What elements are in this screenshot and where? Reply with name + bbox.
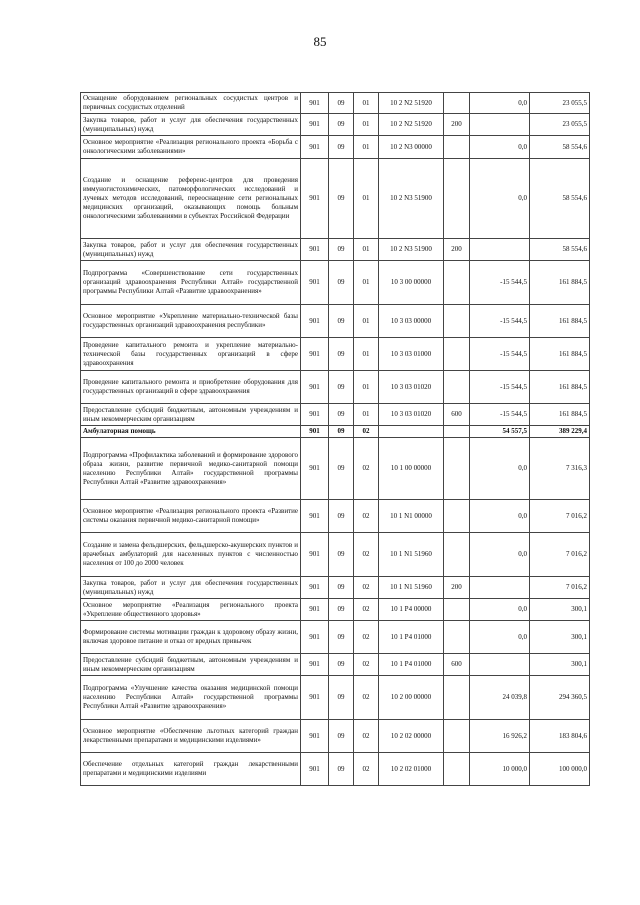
row-rz: 09 — [329, 239, 354, 261]
table-row — [81, 599, 590, 621]
row-csr: 10 1 N1 51960 — [379, 533, 444, 577]
row-amount-total: 183 804,6 — [530, 720, 590, 753]
row-csr: 10 3 03 00000 — [379, 305, 444, 338]
row-name: Создание и замена фельдшерских, фельдшерско-акушерских пунктов и врачебных амбулаторий для населенных пунктов с численностью населения от 100 до 2000 человек — [81, 533, 301, 577]
row-csr — [379, 426, 444, 438]
row-gr: 901 — [301, 720, 329, 753]
row-csr: 10 1 N1 51960 — [379, 577, 444, 599]
row-amount-total: 161 884,5 — [530, 305, 590, 338]
row-rz: 09 — [329, 753, 354, 786]
row-amount-change: 0,0 — [470, 159, 530, 239]
row-pr: 02 — [354, 438, 379, 500]
row-amount-total: 300,1 — [530, 621, 590, 654]
row-csr: 10 2 N2 51920 — [379, 114, 444, 136]
row-csr: 10 1 P4 01000 — [379, 621, 444, 654]
row-rz: 09 — [329, 93, 354, 114]
row-amount-total: 161 884,5 — [530, 261, 590, 305]
row-gr: 901 — [301, 676, 329, 720]
row-vr: 600 — [444, 404, 470, 426]
row-vr — [444, 371, 470, 404]
row-rz: 09 — [329, 404, 354, 426]
row-amount-total: 7 016,2 — [530, 577, 590, 599]
row-vr — [444, 753, 470, 786]
row-pr: 02 — [354, 676, 379, 720]
row-csr: 10 2 N3 51900 — [379, 159, 444, 239]
row-csr: 10 2 N3 51900 — [379, 239, 444, 261]
row-name: Подпрограмма «Улучшение качества оказания медицинской помощи населению Республики Алтай» государственной программы Республики Алтай «Развитие здравоохранения» — [81, 676, 301, 720]
row-pr: 01 — [354, 305, 379, 338]
table-row — [81, 753, 590, 786]
row-pr: 02 — [354, 426, 379, 438]
row-csr: 10 2 02 00000 — [379, 720, 444, 753]
row-amount-total: 58 554,6 — [530, 159, 590, 239]
row-vr: 200 — [444, 239, 470, 261]
page-number: 85 — [313, 34, 327, 49]
table-row — [81, 577, 590, 599]
row-gr: 901 — [301, 426, 329, 438]
row-gr: 901 — [301, 305, 329, 338]
table-row — [81, 404, 590, 426]
row-pr: 02 — [354, 720, 379, 753]
row-vr — [444, 599, 470, 621]
row-amount-change: 16 926,2 — [470, 720, 530, 753]
row-rz: 09 — [329, 426, 354, 438]
row-csr: 10 1 00 00000 — [379, 438, 444, 500]
row-rz: 09 — [329, 577, 354, 599]
table-row — [81, 533, 590, 577]
row-csr: 10 3 03 01020 — [379, 404, 444, 426]
row-vr — [444, 438, 470, 500]
row-name: Проведение капитального ремонта и укрепление материально-технической базы государственных организаций в сфере здравоохранения — [81, 338, 301, 371]
row-pr: 01 — [354, 239, 379, 261]
row-amount-change: 0,0 — [470, 500, 530, 533]
table-row — [81, 676, 590, 720]
row-rz: 09 — [329, 720, 354, 753]
row-vr: 600 — [444, 654, 470, 676]
row-gr: 901 — [301, 338, 329, 371]
row-amount-change: 0,0 — [470, 136, 530, 159]
row-vr — [444, 305, 470, 338]
row-amount-total: 23 055,5 — [530, 114, 590, 136]
row-vr — [444, 159, 470, 239]
row-name: Амбулаторная помощь — [81, 426, 301, 438]
row-amount-change: 0,0 — [470, 93, 530, 114]
row-amount-change — [470, 114, 530, 136]
row-vr — [444, 338, 470, 371]
table-row — [81, 305, 590, 338]
row-csr: 10 1 P4 00000 — [379, 599, 444, 621]
row-vr — [444, 720, 470, 753]
row-pr: 01 — [354, 114, 379, 136]
row-gr: 901 — [301, 159, 329, 239]
table-row — [81, 438, 590, 500]
row-name: Проведение капитального ремонта и приобретение оборудования для государственных организаций в сфере здравоохранения — [81, 371, 301, 404]
budget-table — [80, 92, 590, 786]
row-pr: 01 — [354, 261, 379, 305]
row-csr: 10 1 N1 00000 — [379, 500, 444, 533]
row-rz: 09 — [329, 621, 354, 654]
row-rz: 09 — [329, 500, 354, 533]
row-pr: 02 — [354, 533, 379, 577]
row-pr: 02 — [354, 621, 379, 654]
row-pr: 02 — [354, 753, 379, 786]
row-vr — [444, 676, 470, 720]
row-csr: 10 3 03 01020 — [379, 371, 444, 404]
row-amount-total: 23 055,5 — [530, 93, 590, 114]
row-amount-total: 161 884,5 — [530, 338, 590, 371]
table-row — [81, 239, 590, 261]
row-csr: 10 3 03 01000 — [379, 338, 444, 371]
row-rz: 09 — [329, 533, 354, 577]
row-amount-change: 0,0 — [470, 438, 530, 500]
row-amount-change: 24 039,8 — [470, 676, 530, 720]
row-gr: 901 — [301, 500, 329, 533]
row-name: Основное мероприятие «Укрепление материально-технической базы государственных организаций здравоохранения республики» — [81, 305, 301, 338]
row-gr: 901 — [301, 654, 329, 676]
row-amount-change: -15 544,5 — [470, 371, 530, 404]
row-name: Оснащение оборудованием региональных сосудистых центров и первичных сосудистых отделений — [81, 93, 301, 114]
row-name: Основное мероприятие «Реализация регионального проекта «Развитие системы оказания первичной медико-санитарной помощи» — [81, 500, 301, 533]
row-vr — [444, 500, 470, 533]
row-pr: 02 — [354, 599, 379, 621]
row-gr: 901 — [301, 136, 329, 159]
row-amount-change: -15 544,5 — [470, 261, 530, 305]
row-amount-total: 389 229,4 — [530, 426, 590, 438]
table-row — [81, 500, 590, 533]
row-csr: 10 2 00 00000 — [379, 676, 444, 720]
row-pr: 01 — [354, 159, 379, 239]
row-gr: 901 — [301, 533, 329, 577]
table-row — [81, 371, 590, 404]
table-row — [81, 621, 590, 654]
row-csr: 10 3 00 00000 — [379, 261, 444, 305]
row-pr: 02 — [354, 654, 379, 676]
row-amount-change — [470, 239, 530, 261]
row-amount-change: 10 000,0 — [470, 753, 530, 786]
row-pr: 01 — [354, 371, 379, 404]
row-vr — [444, 533, 470, 577]
row-gr: 901 — [301, 438, 329, 500]
row-vr — [444, 261, 470, 305]
row-amount-total: 161 884,5 — [530, 371, 590, 404]
row-amount-change — [470, 654, 530, 676]
table-row — [81, 93, 590, 114]
table-row — [81, 338, 590, 371]
row-gr: 901 — [301, 114, 329, 136]
table-row — [81, 654, 590, 676]
row-rz: 09 — [329, 136, 354, 159]
row-pr: 02 — [354, 577, 379, 599]
row-amount-change: 0,0 — [470, 621, 530, 654]
table-row — [81, 426, 590, 438]
row-csr: 10 1 P4 01000 — [379, 654, 444, 676]
row-rz: 09 — [329, 338, 354, 371]
row-gr: 901 — [301, 599, 329, 621]
row-amount-change: -15 544,5 — [470, 338, 530, 371]
table-row — [81, 114, 590, 136]
row-rz: 09 — [329, 305, 354, 338]
row-amount-change: 0,0 — [470, 599, 530, 621]
row-amount-total: 294 360,5 — [530, 676, 590, 720]
table-row — [81, 159, 590, 239]
row-gr: 901 — [301, 239, 329, 261]
row-name: Предоставление субсидий бюджетным, автономным учреждениям и иным некоммерческим организациям — [81, 654, 301, 676]
row-amount-total: 100 000,0 — [530, 753, 590, 786]
row-vr — [444, 621, 470, 654]
row-amount-change: -15 544,5 — [470, 404, 530, 426]
row-name: Подпрограмма «Совершенствование сети государственных организаций здравоохранения Республики Алтай» государственной программы Республики Алтай «Развитие здравоохранения» — [81, 261, 301, 305]
row-amount-change: 0,0 — [470, 533, 530, 577]
row-rz: 09 — [329, 676, 354, 720]
row-vr — [444, 426, 470, 438]
table-row — [81, 261, 590, 305]
row-amount-change — [470, 577, 530, 599]
row-pr: 01 — [354, 338, 379, 371]
row-rz: 09 — [329, 159, 354, 239]
row-amount-total: 161 884,5 — [530, 404, 590, 426]
row-gr: 901 — [301, 621, 329, 654]
row-amount-total: 7 316,3 — [530, 438, 590, 500]
row-amount-total: 7 016,2 — [530, 500, 590, 533]
row-pr: 01 — [354, 136, 379, 159]
row-csr: 10 2 N2 51920 — [379, 93, 444, 114]
row-name: Формирование системы мотивации граждан к здоровому образу жизни, включая здоровое питание и отказ от вредных привычек — [81, 621, 301, 654]
row-rz: 09 — [329, 438, 354, 500]
row-amount-total: 300,1 — [530, 599, 590, 621]
row-name: Закупка товаров, работ и услуг для обеспечения государственных (муниципальных) нужд — [81, 577, 301, 599]
table-row — [81, 136, 590, 159]
row-name: Создание и оснащение референс-центров для проведения иммуногистохимических, патоморфологических исследований и лучевых методов исследований, переоснащение сети региональных медицинских организаций, оказывающих помощь больным онкологическими заболеваниями в субъектах Российской Федерации — [81, 159, 301, 239]
table-row — [81, 720, 590, 753]
row-rz: 09 — [329, 114, 354, 136]
row-csr: 10 2 02 01000 — [379, 753, 444, 786]
row-csr: 10 2 N3 00000 — [379, 136, 444, 159]
row-name: Подпрограмма «Профилактика заболеваний и формирование здорового образа жизни, развитие первичной медико-санитарной помощи населению Республики Алтай» государственной программы Республики Алтай «Развитие здравоохранения» — [81, 438, 301, 500]
row-name: Основное мероприятие «Реализация регионального проекта «Укрепление общественного здоровья» — [81, 599, 301, 621]
row-pr: 01 — [354, 93, 379, 114]
row-amount-total: 300,1 — [530, 654, 590, 676]
row-rz: 09 — [329, 261, 354, 305]
row-name: Закупка товаров, работ и услуг для обеспечения государственных (муниципальных) нужд — [81, 239, 301, 261]
row-vr: 200 — [444, 577, 470, 599]
row-amount-total: 7 016,2 — [530, 533, 590, 577]
row-name: Основное мероприятие «Обеспечение льготных категорий граждан лекарственными препаратами и медицинскими изделиями» — [81, 720, 301, 753]
row-amount-total: 58 554,6 — [530, 136, 590, 159]
row-amount-change: 54 557,5 — [470, 426, 530, 438]
row-amount-change: -15 544,5 — [470, 305, 530, 338]
row-vr — [444, 136, 470, 159]
row-amount-total: 58 554,6 — [530, 239, 590, 261]
row-rz: 09 — [329, 654, 354, 676]
row-rz: 09 — [329, 599, 354, 621]
row-gr: 901 — [301, 753, 329, 786]
row-pr: 02 — [354, 500, 379, 533]
row-gr: 901 — [301, 93, 329, 114]
row-vr — [444, 93, 470, 114]
row-gr: 901 — [301, 577, 329, 599]
row-name: Обеспечение отдельных категорий граждан лекарственными препаратами и медицинскими изделиями — [81, 753, 301, 786]
row-name: Закупка товаров, работ и услуг для обеспечения государственных (муниципальных) нужд — [81, 114, 301, 136]
row-rz: 09 — [329, 371, 354, 404]
row-name: Предоставление субсидий бюджетным, автономным учреждениям и иным некоммерческим организациям — [81, 404, 301, 426]
row-pr: 01 — [354, 404, 379, 426]
row-gr: 901 — [301, 371, 329, 404]
row-name: Основное мероприятие «Реализация регионального проекта «Борьба с онкологическими заболеваниями» — [81, 136, 301, 159]
row-gr: 901 — [301, 404, 329, 426]
row-gr: 901 — [301, 261, 329, 305]
row-vr: 200 — [444, 114, 470, 136]
